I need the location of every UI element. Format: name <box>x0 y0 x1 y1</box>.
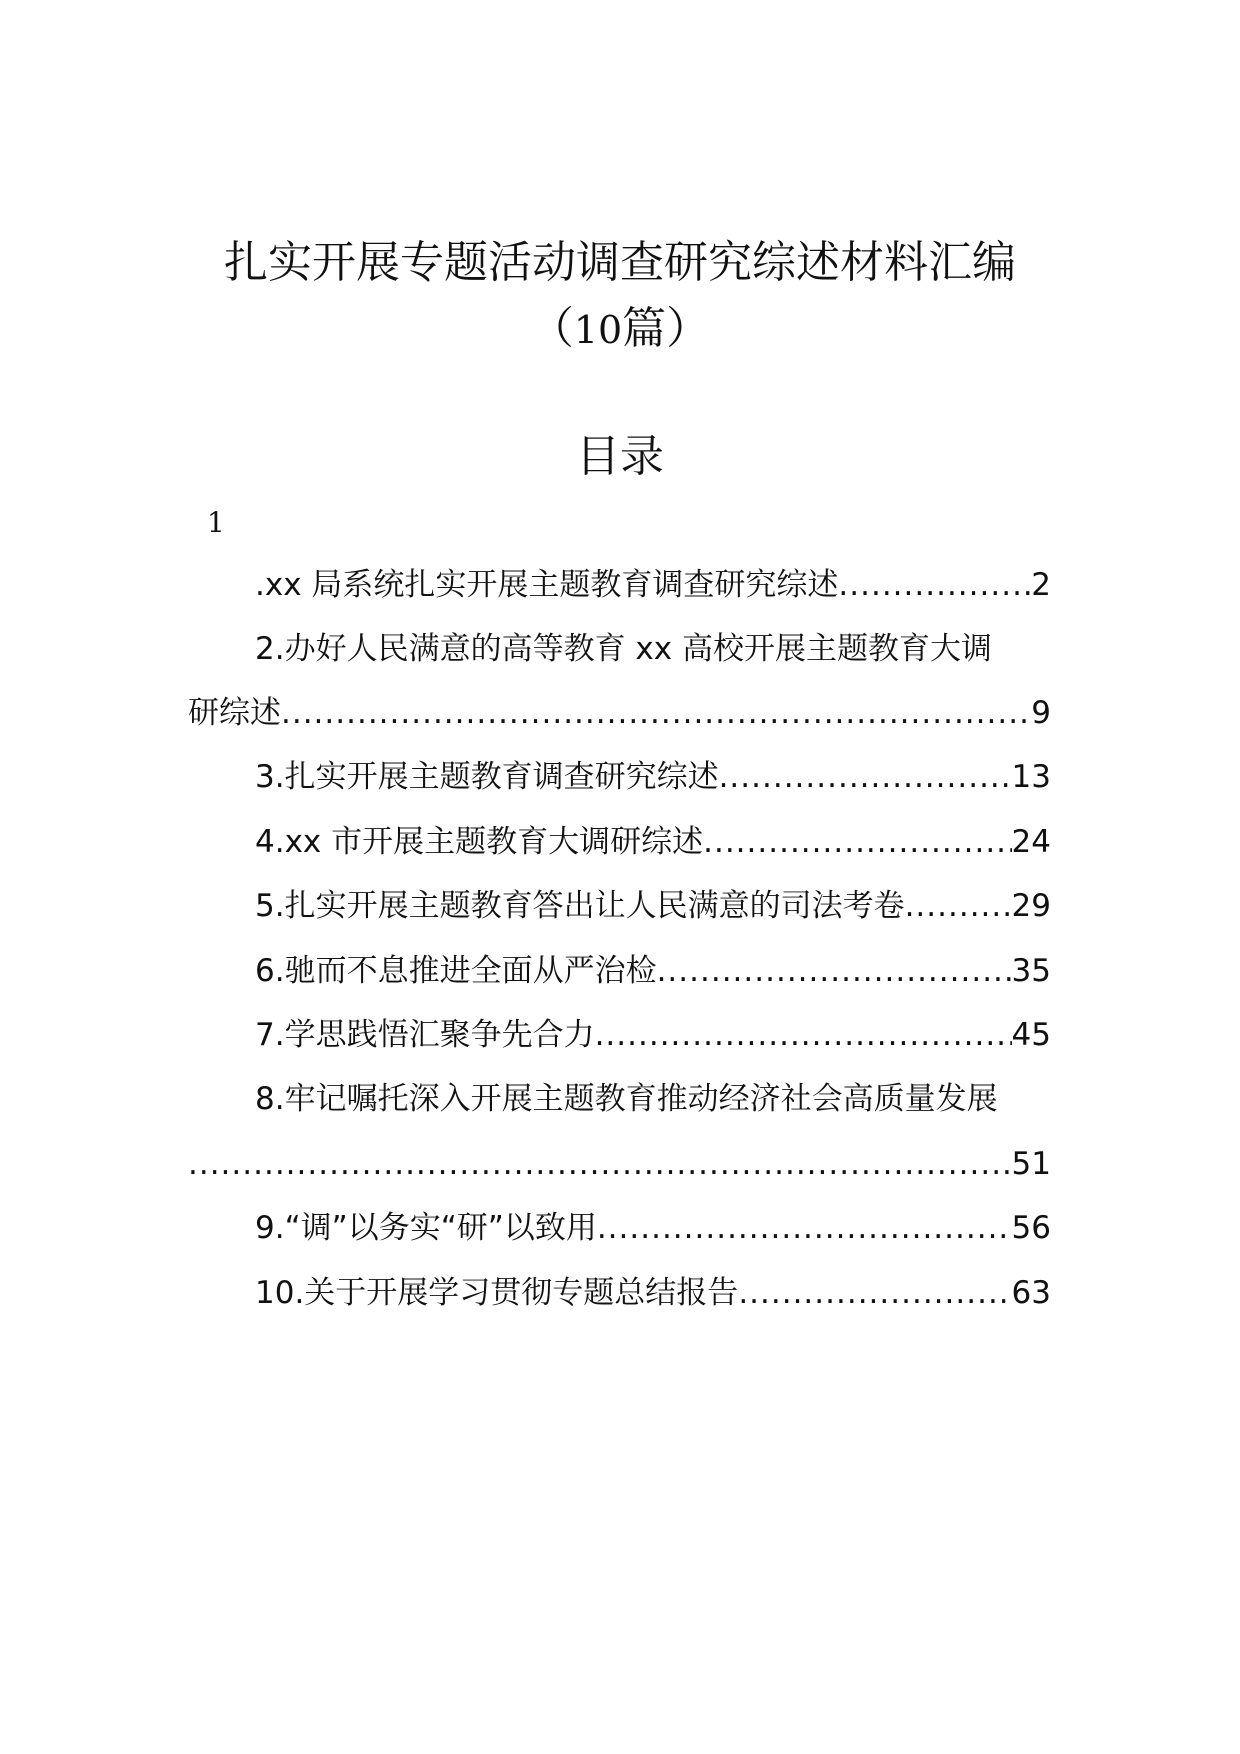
toc-entry-page: 24 <box>1011 824 1051 860</box>
toc-entry-page: 29 <box>1011 888 1051 924</box>
toc-leader-dots <box>188 1142 1012 1186</box>
toc-entry-text: 3.扎实开展主题教育调查研究综述 <box>255 759 719 795</box>
toc-leader-dots <box>838 563 1031 607</box>
document-subtitle <box>0 299 1240 360</box>
toc-entry-9[interactable] <box>255 1206 1051 1250</box>
toc-leader-dots <box>905 884 1012 928</box>
document-title: 扎实开展专题活动调查研究综述材料汇编 <box>224 237 1016 288</box>
toc-entry-text: 2.办好人民满意的高等教育 xx 高校开展主题教育大调 <box>255 631 992 667</box>
toc-entry-4[interactable] <box>255 820 1051 864</box>
toc-entry-text: 10.关于开展学习贯彻专题总结报告 <box>255 1275 739 1311</box>
toc-leader-dots <box>703 820 1011 864</box>
toc-entry-3[interactable] <box>255 755 1051 799</box>
toc-leader-dots <box>719 755 1012 799</box>
toc-entry-page: 63 <box>1011 1275 1051 1311</box>
toc-entry-page: 51 <box>1011 1146 1051 1182</box>
toc-leader-dots <box>657 949 1012 993</box>
toc-entry-text: 9.“调”以务实“研”以致用 <box>255 1210 597 1246</box>
toc-entry-text: 5.扎实开展主题教育答出让人民满意的司法考卷 <box>255 888 905 924</box>
toc-entry-text: 6.驰而不息推进全面从严治检 <box>255 953 657 989</box>
toc-entry-page: 2 <box>1031 567 1051 603</box>
toc-entry-10[interactable] <box>255 1271 1051 1315</box>
toc-entry-page: 56 <box>1011 1210 1051 1246</box>
toc-entry-5[interactable] <box>255 884 1051 928</box>
toc-heading: 目录 <box>576 431 664 482</box>
toc-leader-dots <box>281 691 1031 735</box>
toc-entry-page: 35 <box>1011 953 1051 989</box>
toc-entry-page: 45 <box>1011 1017 1051 1053</box>
toc-entry-8-line1[interactable] <box>255 1077 1051 1121</box>
toc-leader-dots <box>595 1013 1012 1057</box>
toc-entry-text-cont: 研综述 <box>188 695 281 731</box>
toc-entry-page: 9 <box>1031 695 1051 731</box>
toc-entry-text: 4.xx 市开展主题教育大调研综述 <box>255 824 704 860</box>
toc-entry-7[interactable] <box>255 1013 1051 1057</box>
toc-entry-8-line2[interactable] <box>188 1142 1051 1186</box>
toc-entry-page: 13 <box>1011 759 1051 795</box>
subtitle-count: 10 <box>573 308 623 352</box>
toc-entry-2-line2[interactable] <box>188 691 1051 735</box>
toc-entry-text: .xx 局系统扎实开展主题教育调查研究综述 <box>255 567 839 603</box>
toc-leader-dots <box>597 1206 1012 1250</box>
toc-entry-1[interactable] <box>255 563 1051 607</box>
subtitle-rest: 篇） <box>622 303 711 354</box>
stray-number: 1 <box>207 506 225 539</box>
toc-entry-2-line1[interactable] <box>255 627 1051 671</box>
subtitle-open-paren: （ <box>529 303 574 354</box>
toc-entry-6[interactable] <box>255 949 1051 993</box>
toc-entry-text: 8.牢记嘱托深入开展主题教育推动经济社会高质量发展 <box>255 1081 998 1117</box>
toc-entry-text: 7.学思践悟汇聚争先合力 <box>255 1017 595 1053</box>
toc-leader-dots <box>738 1271 1011 1315</box>
